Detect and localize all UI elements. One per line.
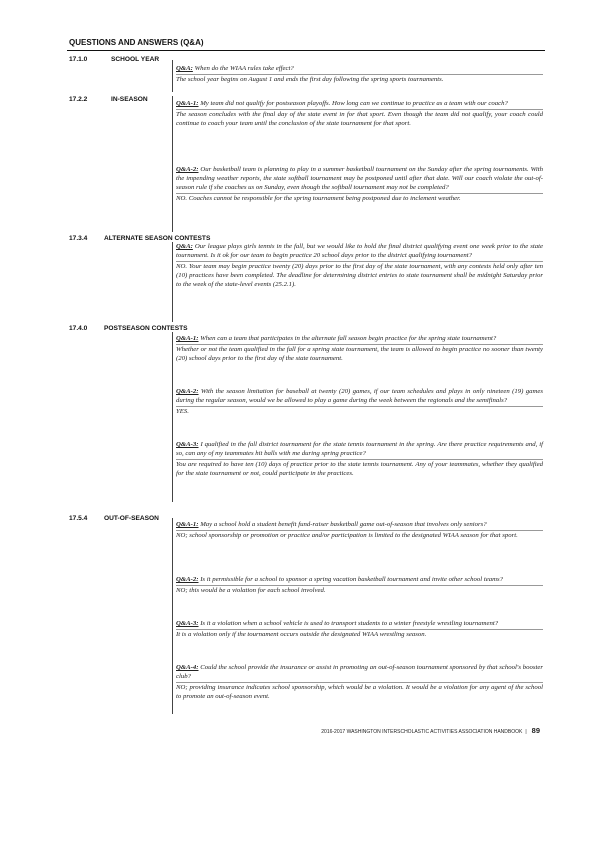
qa-answer: NO; school sponsorship or promotion or practice and/or participation is limited to the designated WIAA season for that sport.: [176, 530, 543, 541]
qa-item: [176, 65, 543, 85]
qa-item: [176, 388, 543, 417]
qa-question: Is it permissible for a school to sponsor a spring vacation basketball tournament and invite other school teams?: [200, 576, 503, 583]
qa-label: Q&A-2:: [176, 388, 199, 395]
qa-label: Q&A-3:: [176, 441, 199, 448]
qa-item: [176, 100, 543, 129]
qa-label: Q&A-2:: [176, 166, 199, 173]
section-number: 17.4.0: [69, 325, 88, 332]
qa-question: My team did not qualify for postseason playoffs. How long can we continue to practice as a team with our coach?: [200, 100, 508, 107]
qa-question: Our basketball team is planning to play in a summer basketball tournament on the Sunday after the spring tournaments. With the impending weather reports, the state softball tournament may be postponed until after that date. Will our coach violate the out-of-season rule if she coaches us on Sunday, even though the softball tournament may not be completed?: [176, 166, 544, 191]
qa-question: Could the school provide the insurance or assist in promoting an out-of-season tournament sponsored by that school's booster club?: [176, 664, 544, 680]
qa-item: [176, 521, 543, 541]
footer-separator: |: [525, 729, 527, 735]
section-rule: [172, 518, 173, 714]
section-rule: [172, 96, 173, 232]
page-footer: [321, 726, 540, 735]
qa-label: Q&A-3:: [176, 620, 199, 627]
section-title: POSTSEASON CONTESTS: [104, 325, 188, 332]
section-number: 17.2.2: [69, 96, 88, 103]
qa-answer: It is a violation only if the tournament occurs outside the designated WIAA wrestling season.: [176, 629, 543, 640]
qa-answer: NO. Your team may begin practice twenty (20) days prior to the first day of the state tournament, with any contests held only after ten (10) practices have been completed. The deadline for determining district entries to state tournament shall be midnight Saturday prior to the week of the state-level events (25.2.1).: [176, 262, 543, 288]
qa-item: [176, 441, 543, 479]
section-title: IN-SEASON: [111, 96, 148, 103]
qa-item: [176, 620, 543, 640]
qa-question: When do the WIAA rules take effect?: [194, 65, 294, 72]
qa-answer: YES.: [176, 406, 543, 417]
qa-question: Our league plays girls tennis in the fall, but we would like to hold the final district qualifying event one week prior to the state tournament. Is it ok for our team to begin practice 20 school days prior to the district qualifying tournament?: [176, 243, 543, 259]
qa-item: [176, 335, 543, 364]
qa-answer: The school year begins on August 1 and ends the first day following the spring sports tournaments.: [176, 74, 543, 85]
qa-question: When can a team that participates in the alternate fall season begin practice for the spring state tournament?: [200, 335, 497, 342]
qa-item: [176, 664, 543, 702]
page-number: 89: [531, 726, 540, 735]
section-title: SCHOOL YEAR: [111, 56, 160, 63]
qa-label: Q&A-2:: [176, 576, 199, 583]
qa-question: I qualified in the fall district tournament for the state tennis tournament in the spring. Are there practice requirements and, if so, can any of my teammates hit balls with me during spring practice?: [176, 441, 544, 457]
section-rule: [172, 60, 173, 92]
qa-item: [176, 243, 543, 290]
qa-label: Q&A:: [176, 65, 193, 72]
qa-question: With the season limitation for baseball at twenty (20) games, if our team schedules and plays in only nineteen (19) games during the regular season, would we be allowed to play a game during the week between the regionals and the semifinals?: [176, 388, 543, 404]
qa-answer: NO; this would be a violation for each school involved.: [176, 585, 543, 596]
qa-answer: NO; providing insurance indicates school sponsorship, which would be a violation. It would be a violation for any agent of the school to promote an out-of-season event.: [176, 683, 543, 700]
qa-answer: NO. Coaches cannot be responsible for the spring tournament being postponed due to inclement weather.: [176, 193, 543, 204]
section-rule: [172, 242, 173, 322]
section-number: 17.1.0: [69, 56, 88, 63]
qa-answer: The season concludes with the final day of the state event in for that sport. Even though the team did not qualify, your coach could continue to coach your team until the conclusion of the state tournament for that sport.: [176, 110, 543, 127]
qa-label: Q&A:: [176, 243, 193, 250]
qa-label: Q&A-1:: [176, 100, 199, 107]
footer-text: 2016-2017 WASHINGTON INTERSCHOLASTIC ACTIVITIES ASSOCIATION HANDBOOK: [321, 729, 523, 735]
qa-label: Q&A-1:: [176, 521, 199, 528]
page-title: QUESTIONS AND ANSWERS (Q&A): [69, 38, 204, 47]
qa-item: [176, 166, 543, 204]
qa-answer: Whether or not the team qualified in the fall for a spring state tournament, the team is allowed to begin practice no sooner than twenty (20) school days prior to the first day of the state tournament.: [176, 345, 543, 362]
section-title: ALTERNATE SEASON CONTESTS: [104, 235, 211, 242]
qa-question: Is it a violation when a school vehicle is used to transport students to a winter freestyle wrestling tournament?: [200, 620, 499, 627]
header-rule: [67, 50, 545, 51]
qa-answer: You are required to have ten (10) days of practice prior to the state tennis tournament. Any of your teammates, whether they qualified for the state tournament or not, could participate in the practices.: [176, 460, 543, 477]
section-number: 17.5.4: [69, 515, 88, 522]
qa-item: [176, 576, 543, 596]
section-title: OUT-OF-SEASON: [104, 515, 159, 522]
section-number: 17.3.4: [69, 235, 88, 242]
qa-question: May a school hold a student benefit fund-raiser basketball game out-of-season that involves only seniors?: [200, 521, 487, 528]
qa-label: Q&A-4:: [176, 664, 199, 671]
section-rule: [172, 332, 173, 502]
qa-label: Q&A-1:: [176, 335, 199, 342]
